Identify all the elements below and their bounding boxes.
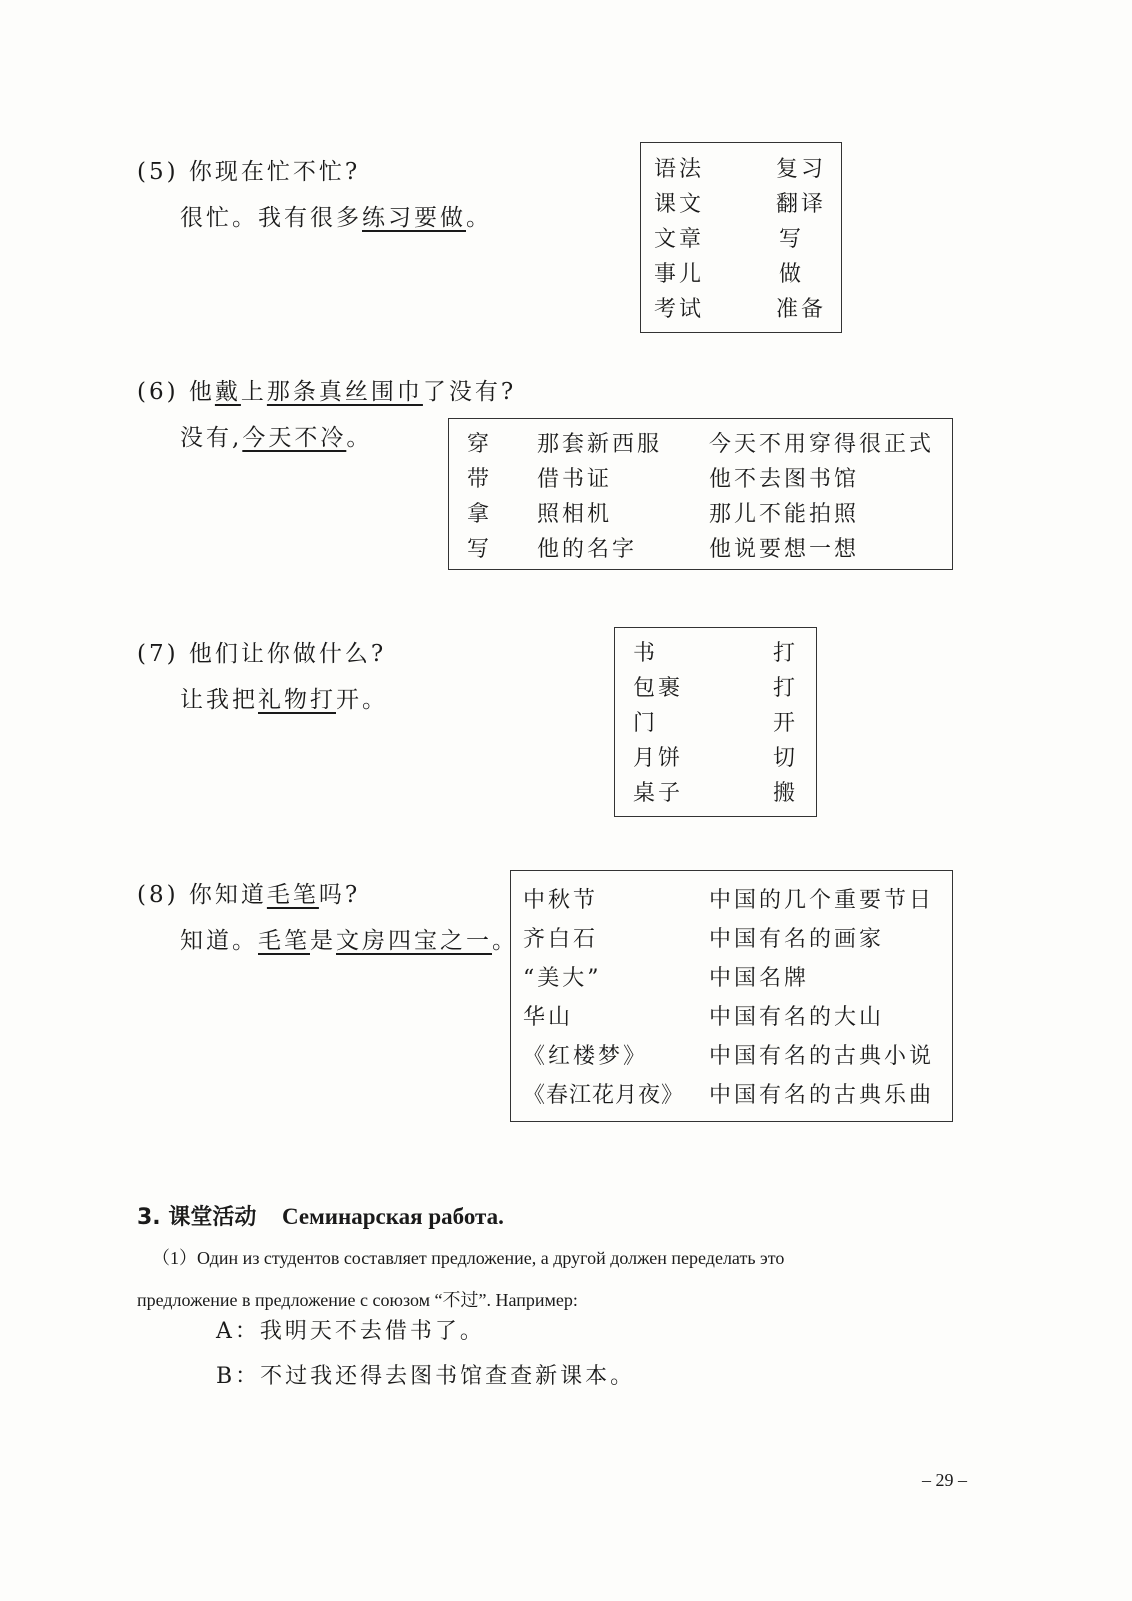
- ex8-box-cell: 中国有名的大山: [709, 1005, 885, 1030]
- ex6-answer: [180, 423, 372, 453]
- ex8-box-cell: 中国有名的画家: [709, 927, 885, 952]
- ex6-question-mid: 上: [240, 379, 267, 405]
- ex5-box-cell: 考试: [654, 297, 705, 322]
- ex6-question-underline-1: 戴: [214, 379, 241, 405]
- ex8-answer-mid: 是: [310, 928, 336, 954]
- ex7-box-cell: 搬: [772, 781, 798, 806]
- ex8-label: (8): [137, 882, 179, 908]
- ex6-question-pre: 他: [188, 379, 215, 405]
- ex6-box-cell: 他不去图书馆: [709, 467, 860, 492]
- ex8-question-pre: 你知道: [188, 882, 267, 908]
- ex5-answer-end: 。: [466, 205, 492, 231]
- ex6-box-cell: 那儿不能拍照: [709, 502, 860, 527]
- ex5-question-text: 你现在忙不忙?: [188, 159, 361, 185]
- ex7-question: [137, 639, 386, 669]
- ex6-question-underline-2: 那条真丝围巾: [266, 379, 423, 405]
- ex8-question-end: 吗?: [318, 882, 361, 908]
- ex5-box-cell: 写: [778, 227, 804, 252]
- ex7-answer-end: 开。: [336, 687, 388, 713]
- ex5-box-cell: 语法: [654, 157, 705, 182]
- ex6-box-cell: 他的名字: [537, 537, 638, 562]
- instruction-line-1: （1）Один из студентов составляет предложение, а другой должен переделать это: [152, 1248, 785, 1268]
- ex6-box-cell: 照相机: [537, 502, 613, 527]
- ex7-label: (7): [137, 641, 179, 667]
- ex8-box-cell: 中国名牌: [709, 966, 810, 991]
- section-title-ru: Семинарская работа.: [282, 1204, 504, 1229]
- ex5-question: [137, 157, 360, 187]
- ex7-box-cell: 桌子: [633, 781, 684, 806]
- page-number: – 29 –: [922, 1470, 967, 1490]
- ex6-question-end: 了没有?: [422, 379, 517, 405]
- example-a: A：我明天不去借书了。: [216, 1319, 485, 1344]
- ex8-box-cell: 《红楼梦》: [523, 1044, 649, 1069]
- ex6-question: [137, 377, 516, 407]
- ex8-question-underline: 毛笔: [266, 882, 319, 908]
- ex5-answer-underline-1: 练习: [362, 205, 414, 231]
- ex5-label: (5): [137, 159, 179, 185]
- ex7-answer-pre: 让我把: [180, 687, 258, 713]
- ex6-box-cell: 那套新西服: [537, 432, 663, 457]
- ex6-label: (6): [137, 379, 179, 405]
- ex7-box-cell: 开: [772, 711, 798, 736]
- ex8-box-cell: 齐白石: [523, 927, 599, 952]
- ex8-answer-end: 。: [492, 928, 518, 954]
- ex5-box-cell: 事儿: [654, 262, 705, 287]
- ex8-answer-underline-1: 毛笔: [258, 928, 310, 954]
- ex5-box-cell: 做: [778, 262, 804, 287]
- example-b: B：不过我还得去图书馆查查新课本。: [216, 1364, 636, 1389]
- ex6-box-cell: 借书证: [537, 467, 613, 492]
- ex8-box-cell: “美大”: [523, 966, 602, 991]
- ex6-box-cell: 穿: [467, 432, 493, 457]
- ex7-answer-underline-2: 打: [310, 687, 336, 713]
- ex7-box-cell: 门: [633, 711, 659, 736]
- ex5-answer: [180, 203, 492, 233]
- ex8-substitution-box: [510, 870, 953, 1122]
- ex7-box-cell: 包裹: [633, 676, 684, 701]
- ex5-substitution-box: [640, 142, 842, 333]
- ex7-question-text: 他们让你做什么?: [188, 641, 387, 667]
- ex7-box-cell: 月饼: [633, 746, 684, 771]
- ex8-question: [137, 880, 360, 910]
- ex8-answer-pre: 知道。: [180, 928, 258, 954]
- ex6-answer-underline: 今天不冷: [242, 425, 347, 451]
- ex7-box-cell: 打: [772, 676, 798, 701]
- ex7-box-cell: 打: [772, 641, 798, 666]
- ex8-box-cell: 中国的几个重要节日: [709, 888, 935, 913]
- ex6-answer-pre: 没有,: [180, 425, 243, 451]
- ex7-answer: [180, 685, 388, 715]
- section-title: 3. 课堂活动: [137, 1205, 257, 1230]
- ex7-substitution-box: [614, 627, 817, 817]
- ex6-box-cell: 拿: [467, 502, 493, 527]
- ex8-answer: [180, 926, 518, 956]
- section-heading: [137, 1200, 504, 1231]
- ex8-box-cell: 中国有名的古典小说: [709, 1044, 935, 1069]
- ex6-box-cell: 带: [467, 467, 493, 492]
- ex6-box-cell: 今天不用穿得很正式: [709, 432, 935, 457]
- ex5-box-cell: 翻译: [775, 192, 826, 217]
- ex8-box-cell: 华山: [523, 1005, 574, 1030]
- ex5-answer-underline-2: 要做: [414, 205, 466, 231]
- ex5-answer-pre: 很忙。我有很多: [180, 205, 362, 231]
- ex7-box-cell: 书: [633, 641, 659, 666]
- ex8-box-cell: 中国有名的古典乐曲: [709, 1083, 935, 1108]
- ex6-box-cell: 他说要想一想: [709, 537, 860, 562]
- ex5-box-cell: 课文: [654, 192, 705, 217]
- ex6-substitution-box: [448, 418, 953, 570]
- ex8-box-cell: 中秋节: [523, 888, 599, 913]
- ex7-answer-underline-1: 礼物: [258, 687, 310, 713]
- ex8-answer-underline-2: 文房四宝之一: [336, 928, 492, 954]
- ex7-box-cell: 切: [772, 746, 798, 771]
- ex8-box-cell: 《春江花月夜》: [523, 1083, 685, 1108]
- instruction-line-2: предложение в предложение с союзом “不过”. Например:: [137, 1290, 578, 1310]
- ex6-answer-end: 。: [346, 425, 373, 451]
- ex5-box-cell: 文章: [654, 227, 705, 252]
- ex6-box-cell: 写: [467, 537, 493, 562]
- ex5-box-cell: 准备: [775, 297, 826, 322]
- ex5-box-cell: 复习: [775, 157, 826, 182]
